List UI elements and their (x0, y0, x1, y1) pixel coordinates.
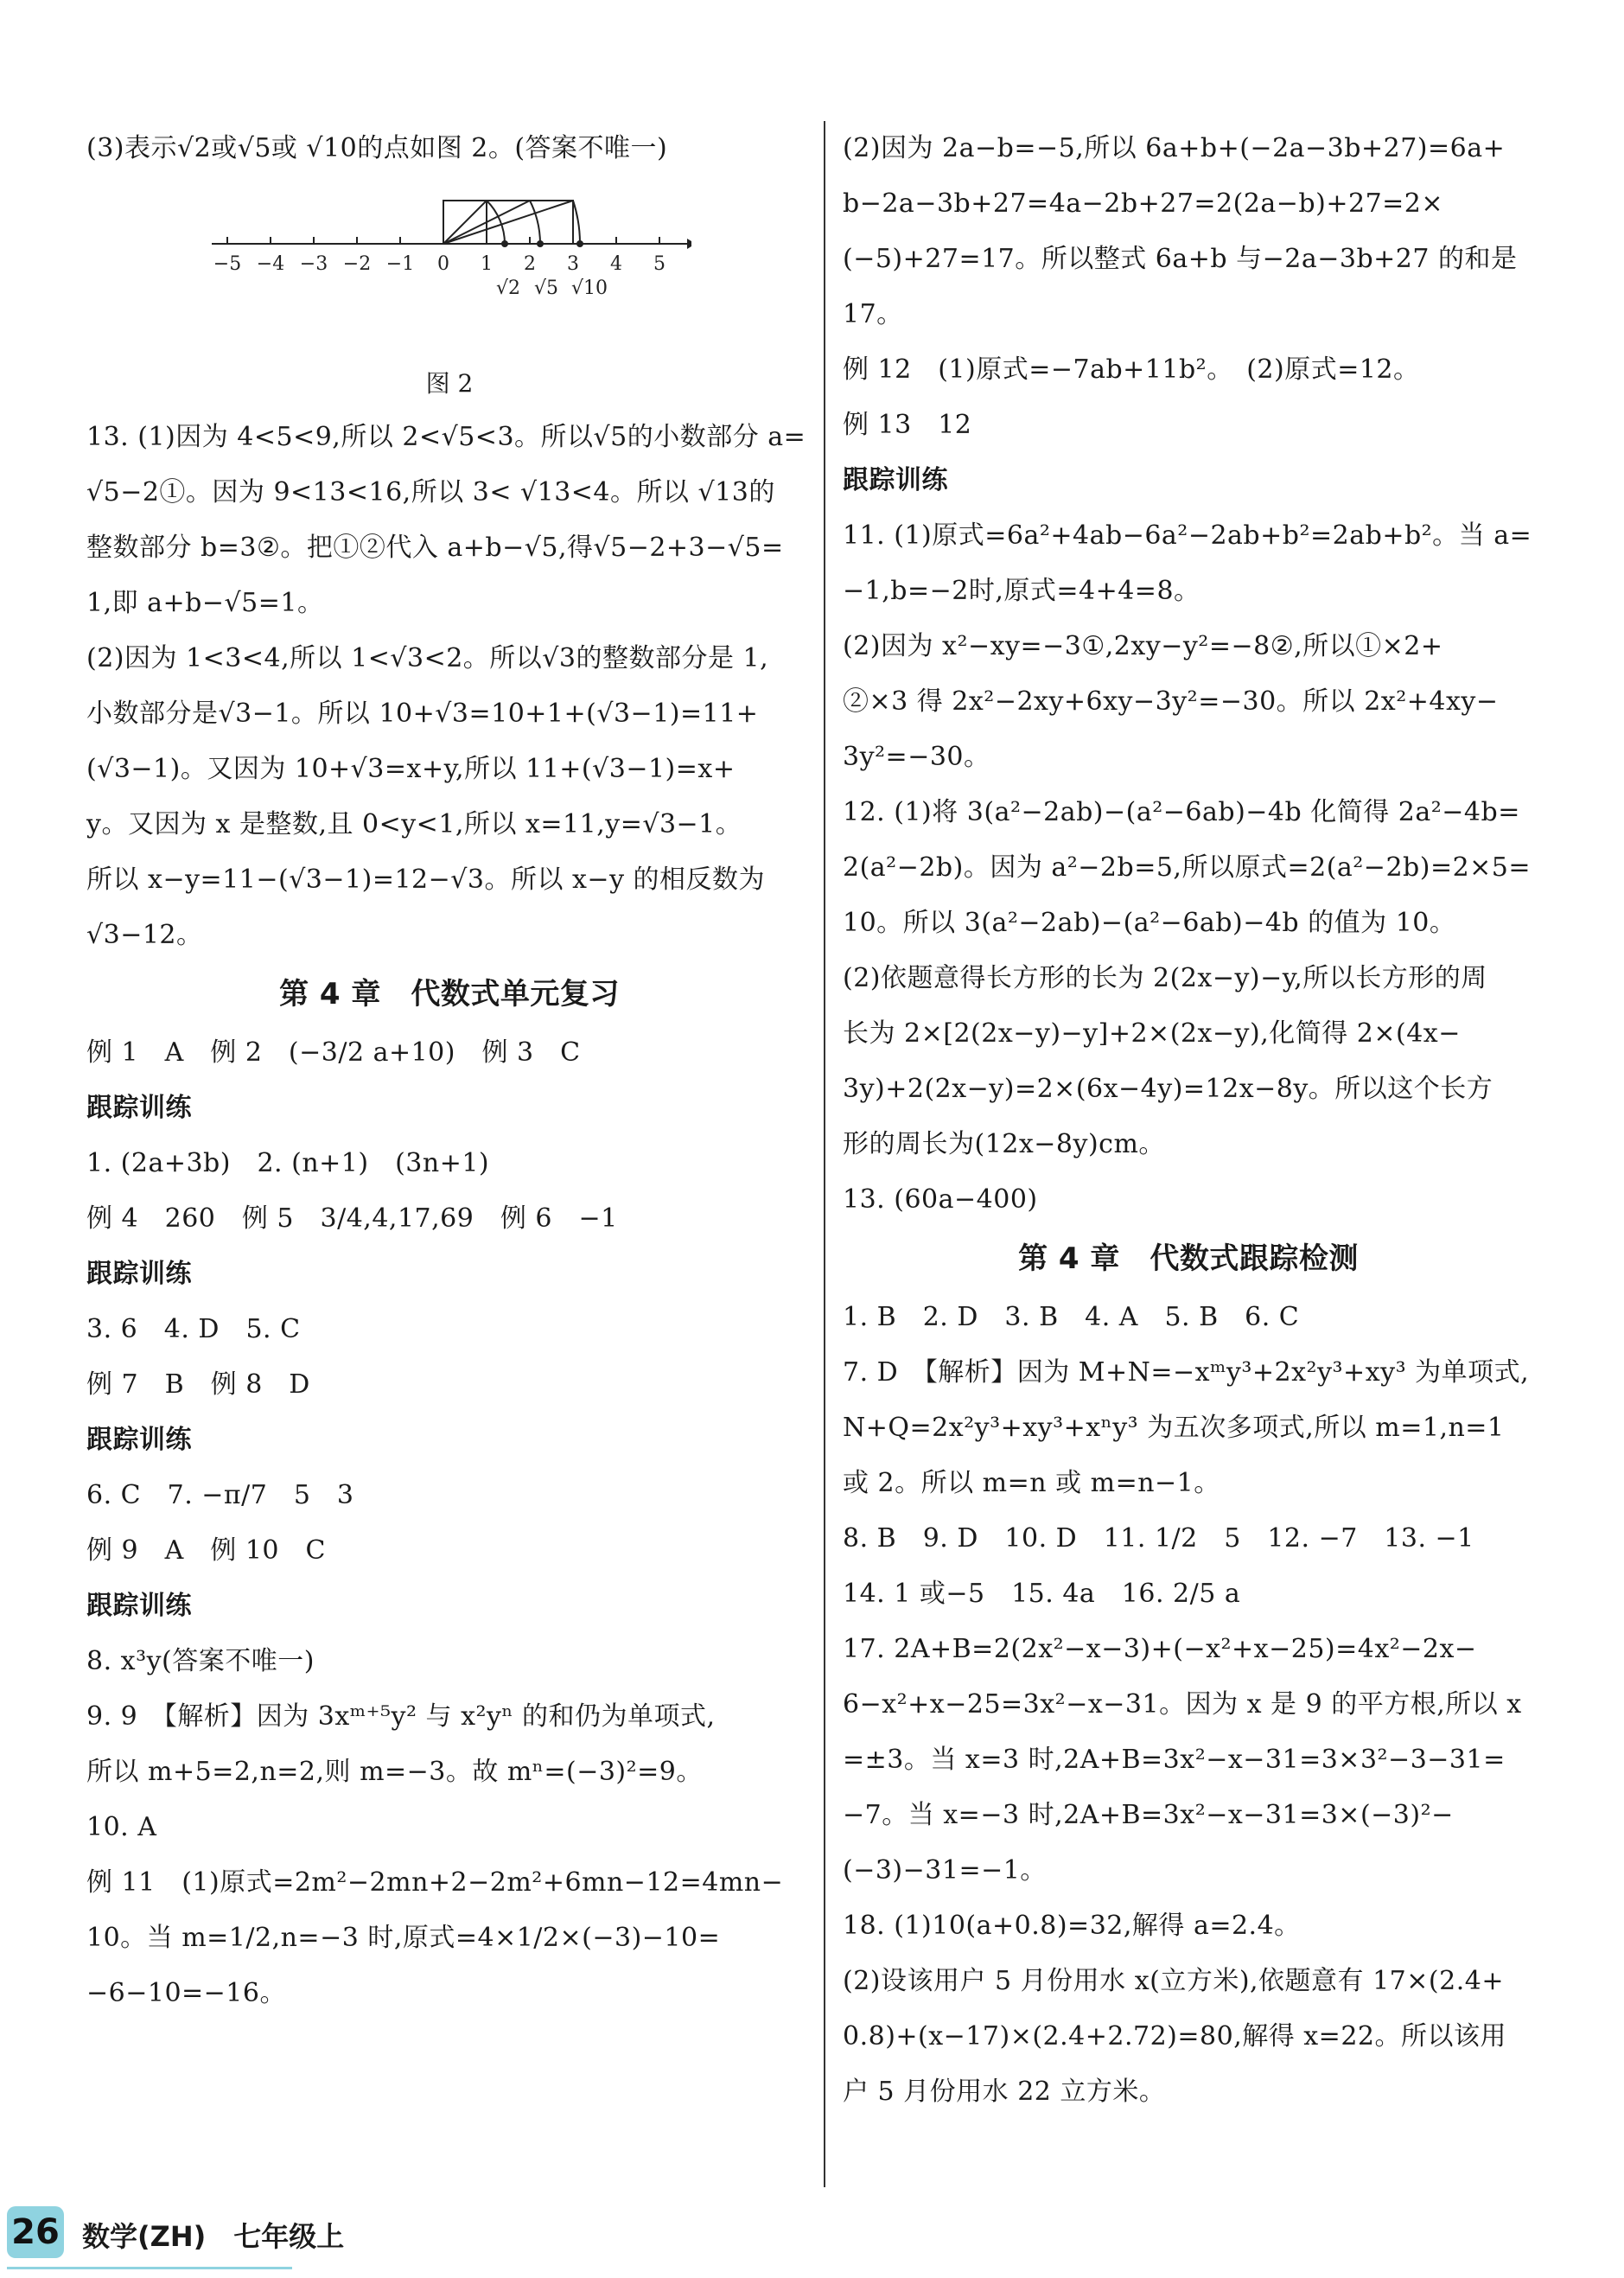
text-line: 例 13 12 (843, 410, 972, 440)
text-line: 2(a²−2b)。因为 a²−2b=5,所以原式=2(a²−2b)=2×5= (843, 852, 1532, 883)
text-line: 7. D 【解析】因为 M+N=−xᵐy³+2x²y³+xy³ 为单项式, (843, 1357, 1530, 1388)
tick-label: −3 (299, 253, 328, 275)
axis-arrow (687, 239, 691, 249)
subheading: 跟踪训练 (843, 465, 948, 495)
text-line: 8. B 9. D 10. D 11. 1/2 5 12. −7 13. −1 (843, 1523, 1474, 1554)
text-line: 3. 6 4. D 5. C (86, 1314, 301, 1344)
text-line: 10。所以 3(a²−2ab)−(a²−6ab)−4b 的值为 10。 (843, 908, 1456, 938)
tick-label: −2 (342, 253, 372, 275)
tick-label: 5 (653, 253, 666, 275)
text-line: 所以 x−y=11−(√3−1)=12−√3。所以 x−y 的相反数为 (86, 865, 766, 895)
tick-label: −4 (256, 253, 285, 275)
text-line: 10. A (86, 1812, 157, 1842)
footer-rule (7, 2267, 292, 2269)
text-line: 18. (1)10(a+0.8)=32,解得 a=2.4。 (843, 1911, 1301, 1941)
text-line: 长为 2×[2(2x−y)−y]+2×(2x−y),化简得 2×(4x− (843, 1018, 1461, 1049)
text-line: 形的周长为(12x−8y)cm。 (843, 1129, 1165, 1159)
text-line: 13. (60a−400) (843, 1184, 1038, 1215)
arc-sqrt10 (573, 201, 580, 244)
subheading: 跟踪训练 (86, 1591, 192, 1621)
text-line: 6. C 7. −π/7 5 3 (86, 1480, 354, 1510)
text-line: 17。 (843, 299, 903, 329)
root-label: √2 (495, 278, 521, 299)
text-line: (3)表示√2或√5或 √10的点如图 2。(答案不唯一) (86, 133, 668, 163)
text-line: (−5)+27=17。所以整式 6a+b 与−2a−3b+27 的和是 (843, 244, 1518, 274)
column-divider (824, 121, 825, 2187)
text-line: (2)因为 1<3<4,所以 1<√3<2。所以√3的整数部分是 1, (86, 643, 769, 673)
left-column (86, 121, 812, 2021)
right-column (843, 121, 1534, 2120)
text-line: 17. 2A+B=2(2x²−x−3)+(−x²+x−25)=4x²−2x− (843, 1634, 1477, 1664)
tick-label: 4 (610, 253, 622, 275)
text-line: 11. (1)原式=6a²+4ab−6a²−2ab+b²=2ab+b²。当 a= (843, 520, 1532, 551)
figure-caption: 图 2 (425, 369, 474, 398)
number-line-svg (207, 176, 691, 306)
subheading: 跟踪训练 (86, 1425, 192, 1455)
section-heading: 第 4 章 代数式跟踪检测 (1018, 1241, 1359, 1276)
tick-label: 1 (481, 253, 493, 275)
tick-label: 0 (437, 253, 449, 275)
root-label: √5 (533, 278, 559, 299)
text-line: 1. B 2. D 3. B 4. A 5. B 6. C (843, 1302, 1300, 1332)
diagonal-sqrt10 (443, 201, 573, 244)
text-line: 户 5 月份用水 22 立方米。 (843, 2077, 1166, 2107)
book-title: 数学(ZH) 七年级上 (82, 2220, 345, 2253)
text-line: −1,b=−2时,原式=4+4=8。 (843, 576, 1200, 606)
text-line: (2)因为 x²−xy=−3①,2xy−y²=−8②,所以①×2+ (843, 631, 1443, 661)
text-line: =±3。当 x=3 时,2A+B=3x²−x−31=3×3²−3−31= (843, 1745, 1506, 1775)
point-sqrt5 (537, 240, 544, 247)
page-number: 26 (7, 2206, 64, 2258)
text-line: 例 11 (1)原式=2m²−2mn+2−2m²+6mn−12=4mn− (86, 1867, 784, 1898)
text-line: 9. 9 【解析】因为 3xᵐ⁺⁵y² 与 x²yⁿ 的和仍为单项式, (86, 1701, 716, 1732)
text-line: ②×3 得 2x²−2xy+6xy−3y²=−30。所以 2x²+4xy− (843, 686, 1499, 717)
root-label: √10 (570, 278, 608, 299)
text-line: 例 9 A 例 10 C (86, 1535, 326, 1566)
text-line: 13. (1)因为 4<5<9,所以 2<√5<3。所以√5的小数部分 a= (86, 422, 806, 452)
text-line: 3y²=−30。 (843, 742, 990, 772)
arc-sqrt2 (487, 201, 505, 244)
text-line: 10。当 m=1/2,n=−3 时,原式=4×1/2×(−3)−10= (86, 1923, 721, 1953)
text-line: 例 4 260 例 5 3/4,4,17,69 例 6 −1 (86, 1203, 618, 1234)
text-line: y。又因为 x 是整数,且 0<y<1,所以 x=11,y=√3−1。 (86, 809, 742, 839)
text-line: √5−2①。因为 9<13<16,所以 3< √13<4。所以 √13的 (86, 477, 775, 507)
text-line: 例 12 (1)原式=−7ab+11b²。 (2)原式=12。 (843, 354, 1420, 385)
text-line: 例 1 A 例 2 (−3/2 a+10) 例 3 C (86, 1037, 581, 1068)
subheading: 跟踪训练 (86, 1093, 192, 1123)
text-line: −6−10=−16。 (86, 1978, 286, 2008)
text-line: 例 7 B 例 8 D (86, 1369, 310, 1400)
text-line: 12. (1)将 3(a²−2ab)−(a²−6ab)−4b 化简得 2a²−4b= (843, 797, 1520, 827)
text-line: 14. 1 或−5 15. 4a 16. 2/5 a (843, 1579, 1241, 1609)
text-line: 或 2。所以 m=n 或 m=n−1。 (843, 1468, 1220, 1498)
text-line: (2)因为 2a−b=−5,所以 6a+b+(−2a−3b+27)=6a+ (843, 133, 1506, 163)
subheading: 跟踪训练 (86, 1259, 192, 1289)
tick-label: −5 (213, 253, 242, 275)
tick-label: 3 (567, 253, 579, 275)
text-line: 3y)+2(2x−y)=2×(6x−4y)=12x−8y。所以这个长方 (843, 1074, 1493, 1104)
point-sqrt2 (501, 240, 508, 247)
text-line: 小数部分是√3−1。所以 10+√3=10+1+(√3−1)=11+ (86, 699, 759, 729)
text-line: (2)依题意得长方形的长为 2(2x−y)−y,所以长方形的周 (843, 963, 1487, 993)
text-line: 6−x²+x−25=3x²−x−31。因为 x 是 9 的平方根,所以 x (843, 1689, 1522, 1720)
text-line: (√3−1)。又因为 10+√3=x+y,所以 11+(√3−1)=x+ (86, 754, 736, 784)
number-line-figure (86, 176, 812, 358)
text-line: 所以 m+5=2,n=2,则 m=−3。故 mⁿ=(−3)²=9。 (86, 1757, 703, 1787)
text-line: 整数部分 b=3②。把①②代入 a+b−√5,得√5−2+3−√5= (86, 533, 784, 563)
text-line: 0.8)+(x−17)×(2.4+2.72)=80,解得 x=22。所以该用 (843, 2021, 1506, 2051)
tick-label: −1 (385, 253, 415, 275)
text-line: 1,即 a+b−√5=1。 (86, 588, 324, 618)
tick-label: 2 (524, 253, 536, 275)
text-line: 8. x³y(答案不唯一) (86, 1646, 315, 1676)
page-footer (0, 2196, 605, 2278)
text-line: N+Q=2x²y³+xy³+xⁿy³ 为五次多项式,所以 m=1,n=1 (843, 1413, 1505, 1443)
text-line: (2)设该用户 5 月份用水 x(立方米),依题意有 17×(2.4+ (843, 1966, 1504, 1996)
arc-sqrt5 (530, 201, 540, 244)
point-sqrt10 (576, 240, 583, 247)
text-line: (−3)−31=−1。 (843, 1855, 1047, 1886)
text-line: −7。当 x=−3 时,2A+B=3x²−x−31=3×(−3)²− (843, 1800, 1454, 1830)
section-heading: 第 4 章 代数式单元复习 (279, 977, 620, 1011)
text-line: b−2a−3b+27=4a−2b+27=2(2a−b)+27=2× (843, 188, 1444, 219)
text-line: √3−12。 (86, 920, 203, 950)
text-line: 1. (2a+3b) 2. (n+1) (3n+1) (86, 1148, 490, 1178)
